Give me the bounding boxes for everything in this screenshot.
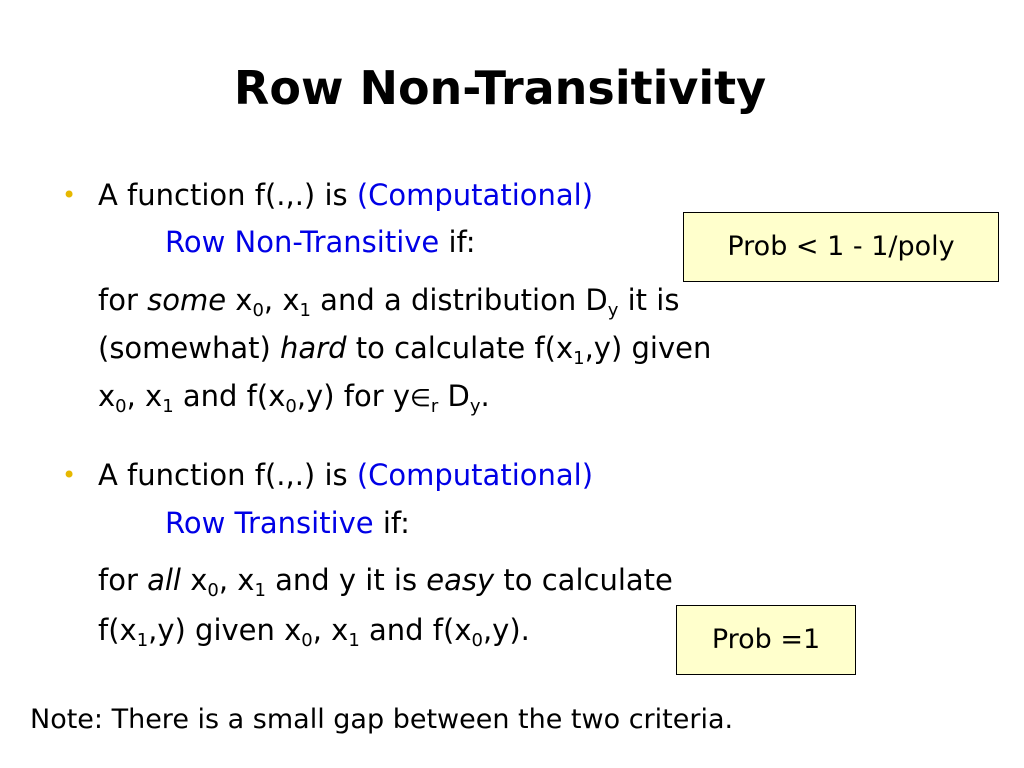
slide-title: Row Non-Transitivity bbox=[233, 61, 767, 115]
bullet1-line4: (somewhat) hard to calculate $f(x_1,y)$ given bbox=[98, 331, 712, 369]
bullet1-line3: for some $x_0$, $x_1$ and a distribution $D_y$ it is bbox=[98, 283, 680, 321]
bullet1-line5: $x_0$, $x_1$ and $f(x_0,y)$ for $y\in_r$ $D_y$. bbox=[98, 379, 490, 417]
bullet1-line1: A function f(.,.) is (Computational) bbox=[98, 178, 594, 212]
bullet2-line1: A function f(.,.) is (Computational) bbox=[98, 458, 594, 492]
footnote: Note: There is a small gap between the two criteria. bbox=[30, 704, 734, 735]
bullet-marker-2: • bbox=[62, 461, 77, 489]
bullet2-line4: $f(x_1,y)$ given $x_0$, $x_1$ and $f(x_0,y)$. bbox=[98, 613, 530, 651]
prob-callout-box-1: Prob < 1 - 1/poly bbox=[683, 212, 999, 282]
prob-callout-box-2: Prob =1 bbox=[676, 605, 856, 675]
bullet1-line2: Row Non-Transitive if: bbox=[165, 225, 476, 259]
bullet2-line2: Row Transitive if: bbox=[165, 506, 410, 540]
bullet-marker-1: • bbox=[62, 181, 77, 209]
bullet2-line3: for all $x_0$, $x_1$ and y it is easy to calculate bbox=[98, 563, 673, 601]
